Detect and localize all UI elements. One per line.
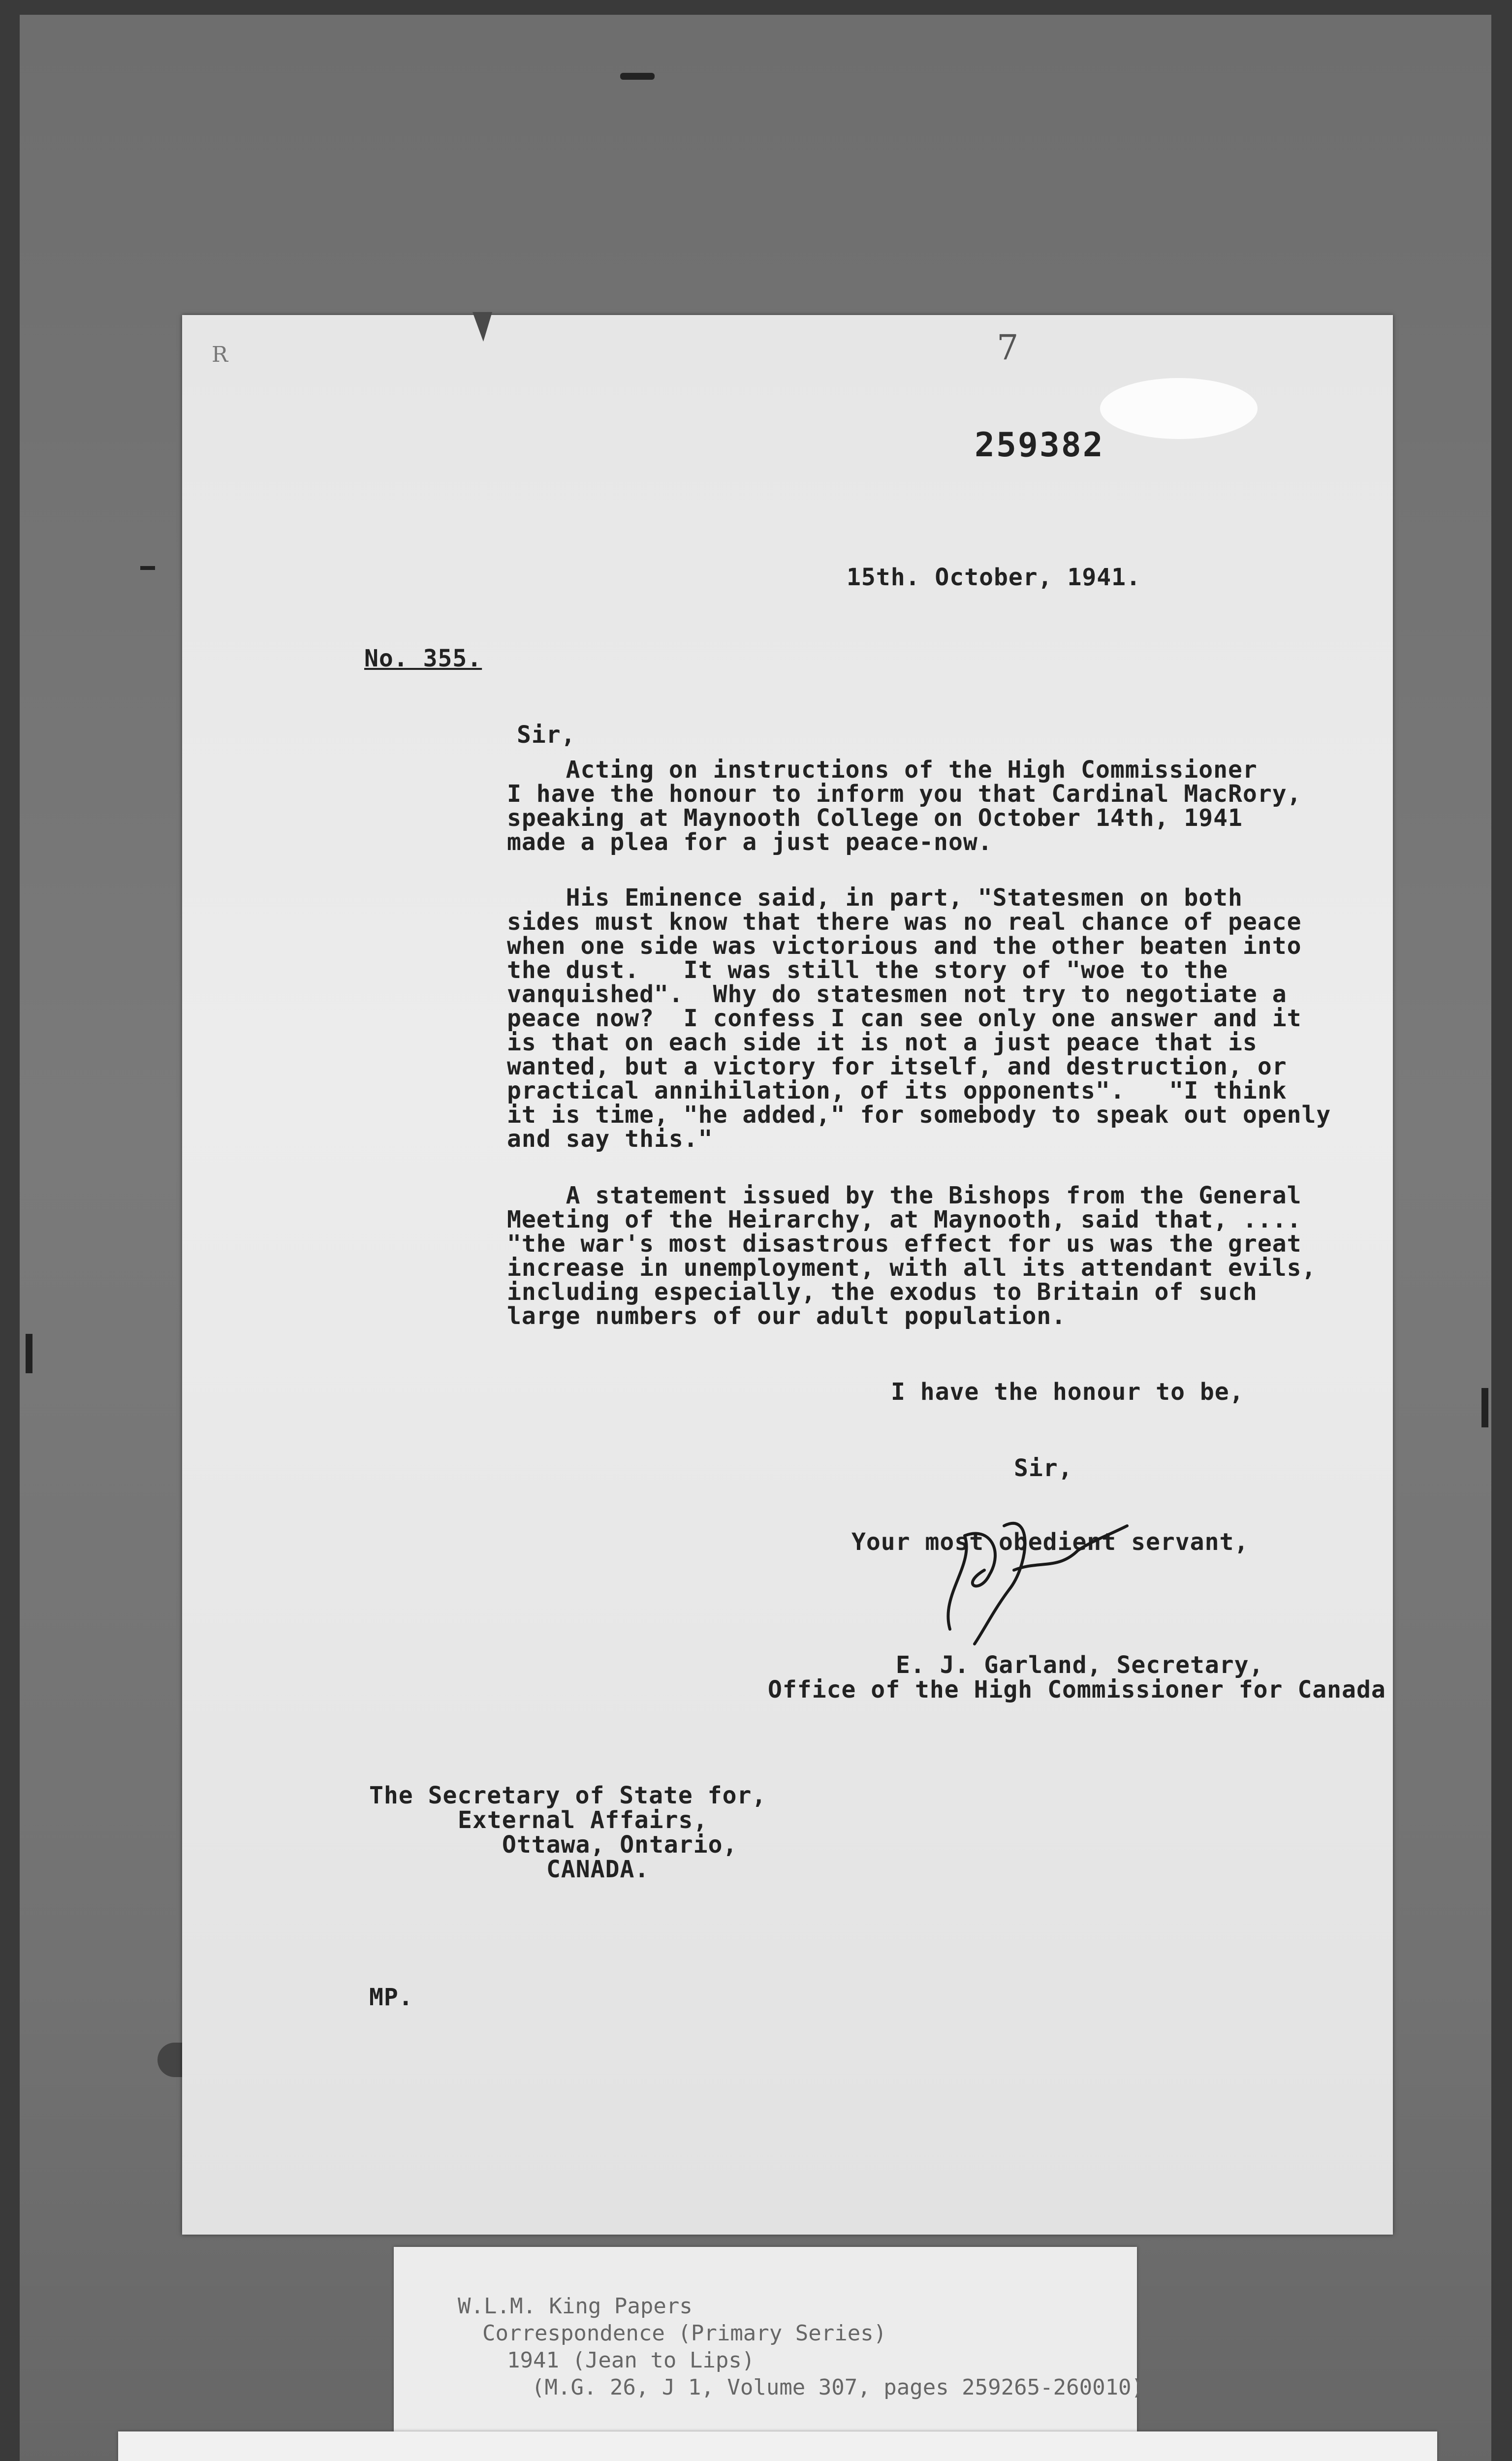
correction-blot xyxy=(1098,374,1260,443)
signatory-office: Office of the High Commissioner for Canada xyxy=(768,1676,1386,1704)
signatory-name: E. J. Garland, Secretary, xyxy=(896,1651,1264,1679)
salutation: Sir, xyxy=(517,721,576,749)
archive-label-card xyxy=(394,2247,1145,2434)
addressee-line: External Affairs, xyxy=(458,1806,708,1834)
addressee-line: The Secretary of State for, xyxy=(369,1782,767,1809)
paragraph-2: His Eminence said, in part, "Statesmen on both sides must know that there was no real chance of peace when one side was victorious and the other beaten into the dust. It was still the story of "woe to the vanquished". Why do statesmen not try to negotiate a peace now? I confess I can see only one answer and it is that on each side it is not a just peace that is wanted, but a victory for itself, and destruction, or practical annihilation, of its opponents". "I think it is time, "he added," for somebody to speak out openly and say this." xyxy=(507,884,1331,1153)
closing-line-3: Your most obedient servant, xyxy=(851,1528,1249,1556)
addressee-line: Ottawa, Ontario, xyxy=(502,1831,738,1859)
scan-mark xyxy=(140,566,155,570)
closing-line-1: I have the honour to be, xyxy=(891,1378,1244,1406)
document-number: 259382 xyxy=(975,426,1104,465)
paper-tear xyxy=(472,312,492,342)
public-archives-banner xyxy=(118,2431,1437,2461)
paragraph-1: Acting on instructions of the High Commissioner I have the honour to inform you that Cardinal MacRory, speaking at Maynooth College on October 14th, 1941 made a plea for a just peace-now. xyxy=(507,756,1302,856)
letter-date: 15th. October, 1941. xyxy=(847,564,1141,591)
letter-page xyxy=(182,315,1393,2235)
closing-line-2: Sir, xyxy=(1014,1454,1073,1482)
top-mark: 7 xyxy=(997,327,1019,368)
paragraph-3: A statement issued by the Bishops from the General Meeting of the Heirarchy, at Maynooth, said that, .... "the war's most disastrous effect for us was the great increase in unemployment, with all its attendant evils, including especially, the exodus to Britain of such large numbers of our adult population. xyxy=(507,1182,1317,1330)
label-line: W.L.M. King Papers xyxy=(458,2294,693,2319)
reference-number: No. 355. xyxy=(364,645,482,672)
scan-mark xyxy=(620,73,655,80)
typist-initials: MP. xyxy=(369,1984,413,2011)
scan-mark xyxy=(26,1334,32,1373)
addressee-line: CANADA. xyxy=(546,1856,650,1883)
label-line: 1941 (Jean to Lips) xyxy=(507,2348,755,2373)
label-line: Correspondence (Primary Series) xyxy=(482,2321,887,2346)
label-line: (M.G. 26, J 1, Volume 307, pages 259265-260010) xyxy=(532,2375,1145,2400)
corner-mark: R xyxy=(212,342,228,367)
scan-mark xyxy=(1481,1388,1488,1427)
handwritten-signature xyxy=(930,1506,1147,1654)
